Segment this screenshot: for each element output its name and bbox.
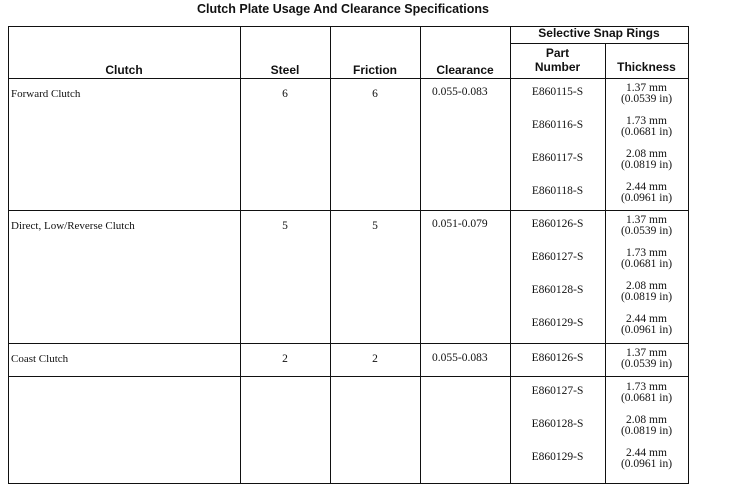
clearance-value: 0.055-0.083: [432, 352, 488, 364]
clutch-name: Coast Clutch: [11, 353, 69, 365]
part-number: E860126-S: [531, 352, 584, 364]
table-title: Clutch Plate Usage And Clearance Specifications: [197, 2, 489, 16]
thickness-mm: 1.73 mm: [626, 115, 667, 127]
thickness-in: (0.0539 in): [620, 93, 673, 105]
friction-count: 6: [372, 88, 378, 100]
friction-count: 5: [372, 220, 378, 232]
header-thickness: Thickness: [617, 60, 676, 74]
thickness-mm: 1.73 mm: [626, 381, 667, 393]
table-border-bottom: [8, 483, 689, 484]
clearance-value: 0.055-0.083: [432, 86, 488, 98]
table-border-left: [8, 26, 9, 484]
friction-count: 2: [372, 353, 378, 365]
thickness-mm: 2.44 mm: [626, 181, 667, 193]
clearance-value: 0.051-0.079: [432, 218, 488, 230]
clutch-name: Forward Clutch: [11, 88, 81, 100]
thickness-mm: 2.08 mm: [626, 280, 667, 292]
thickness-in: (0.0681 in): [620, 258, 673, 270]
thickness-in: (0.0539 in): [620, 358, 673, 370]
thickness-in: (0.0961 in): [620, 324, 673, 336]
part-number: E860129-S: [531, 317, 584, 329]
part-number: E860115-S: [531, 86, 584, 98]
part-number: E860127-S: [531, 251, 584, 263]
part-number: E860128-S: [531, 418, 584, 430]
header-part-line1: Part: [545, 46, 570, 60]
steel-count: 5: [282, 220, 288, 232]
part-number: E860129-S: [531, 451, 584, 463]
part-number: E860127-S: [531, 385, 584, 397]
steel-count: 2: [282, 353, 288, 365]
header-part-line2: Number: [534, 60, 581, 74]
thickness-in: (0.0681 in): [620, 392, 673, 404]
thickness-mm: 2.44 mm: [626, 447, 667, 459]
group-divider-1: [8, 210, 689, 211]
thickness-mm: 2.08 mm: [626, 148, 667, 160]
header-steel: Steel: [270, 63, 300, 77]
part-number: E860128-S: [531, 284, 584, 296]
thickness-in: (0.0819 in): [620, 291, 673, 303]
group-divider-3: [8, 376, 689, 377]
part-number: E860118-S: [531, 185, 584, 197]
header-clutch: Clutch: [105, 63, 143, 77]
header-clearance: Clearance: [436, 63, 494, 77]
thickness-in: (0.0819 in): [620, 159, 673, 171]
part-number: E860116-S: [531, 119, 584, 131]
part-number: E860126-S: [531, 218, 584, 230]
thickness-mm: 2.44 mm: [626, 313, 667, 325]
thickness-in: (0.0961 in): [620, 192, 673, 204]
thickness-mm: 1.37 mm: [626, 347, 667, 359]
thickness-in: (0.0819 in): [620, 425, 673, 437]
thickness-in: (0.0681 in): [620, 126, 673, 138]
spec-table: [8, 26, 689, 484]
thickness-mm: 1.37 mm: [626, 214, 667, 226]
thickness-in: (0.0539 in): [620, 225, 673, 237]
header-friction: Friction: [353, 63, 397, 77]
thickness-mm: 1.37 mm: [626, 82, 667, 94]
group-divider-2: [8, 343, 689, 344]
thickness-in: (0.0961 in): [620, 458, 673, 470]
steel-count: 6: [282, 88, 288, 100]
col-divider-clearance: [420, 26, 421, 484]
clutch-name: Direct, Low/Reverse Clutch: [11, 220, 135, 232]
table-border-right: [688, 26, 689, 484]
part-number: E860117-S: [531, 152, 584, 164]
header-bottom-rule: [8, 78, 689, 79]
thickness-mm: 2.08 mm: [626, 414, 667, 426]
thickness-mm: 1.73 mm: [626, 247, 667, 259]
header-subdivider: [510, 43, 689, 44]
header-selective-snap-rings: Selective Snap Rings: [538, 26, 660, 40]
